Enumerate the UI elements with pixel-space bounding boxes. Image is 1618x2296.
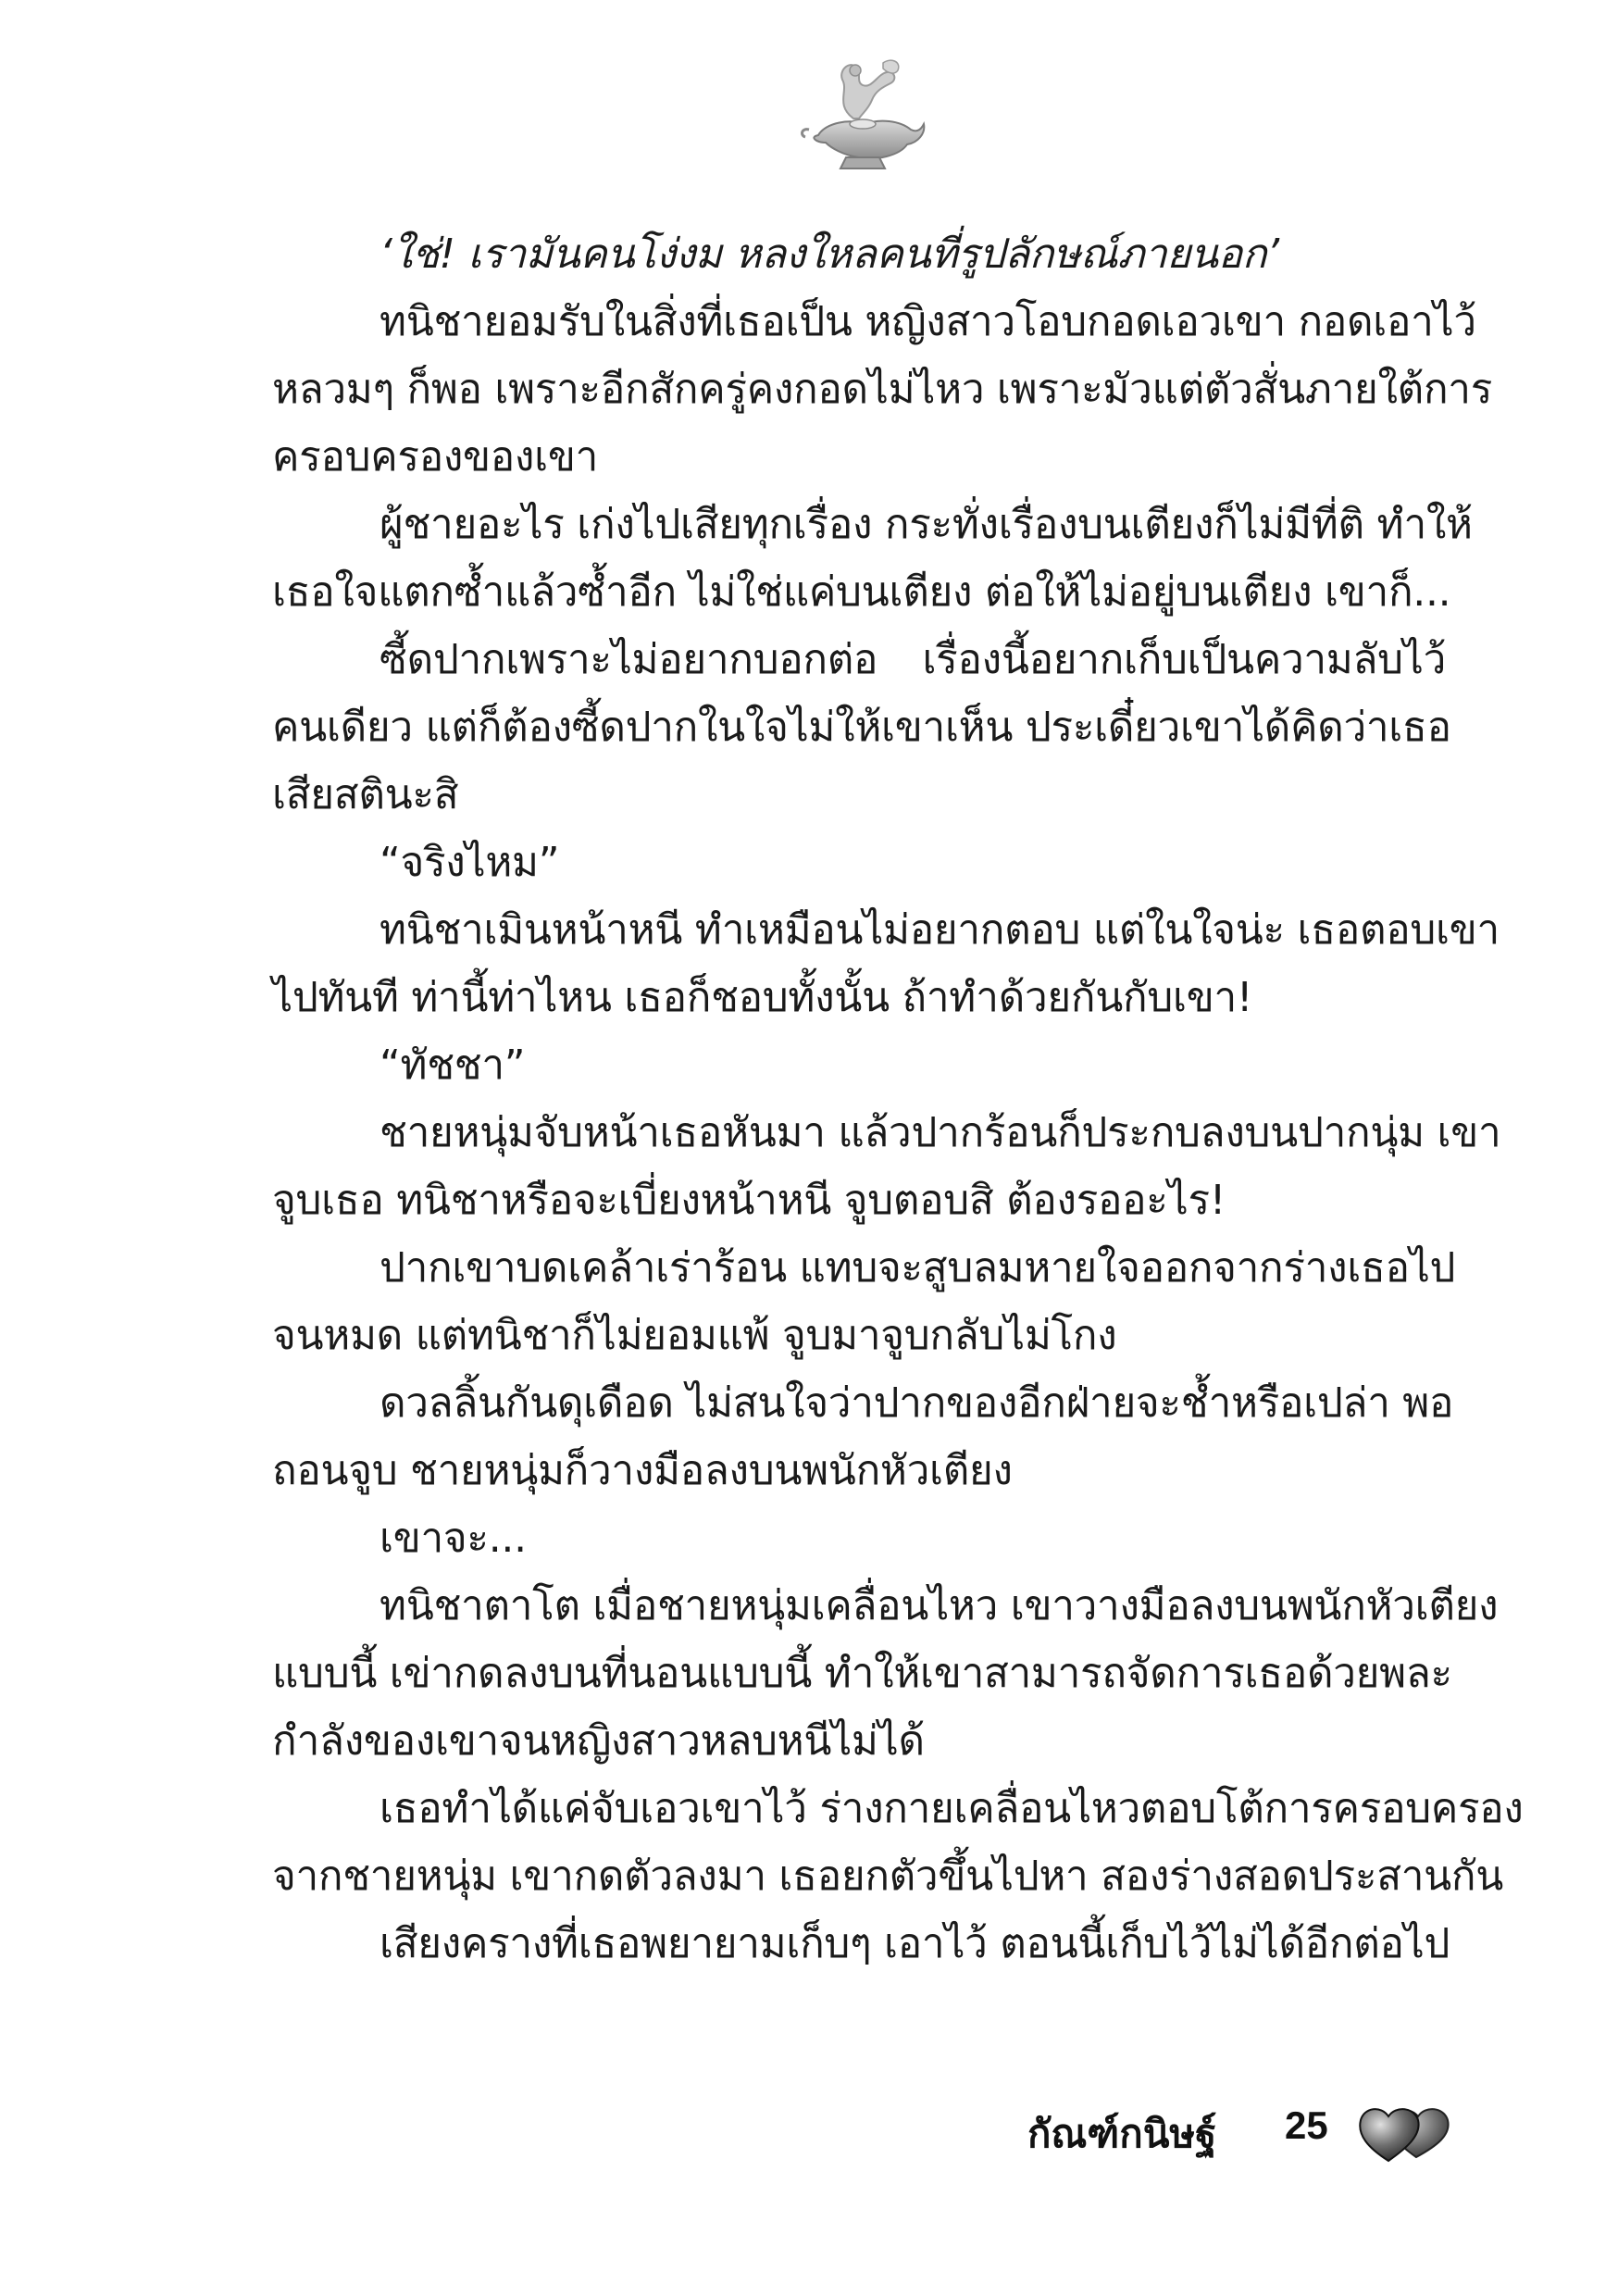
text-line: หลวมๆ ก็พอ เพราะอีกสักครู่คงกอดไม่ไหว เพราะมัวแต่ตัวสั่นภายใต้การ xyxy=(272,366,1493,413)
text-line: ชายหนุ่มจับหน้าเธอหันมา แล้วปากร้อนก็ประกบลงบนปากนุ่ม เขา xyxy=(380,1109,1501,1156)
text-line: เขาจะ... xyxy=(380,1515,527,1562)
page-footer xyxy=(1027,2090,1472,2165)
text-line: จนหมด แต่ทนิชาก็ไม่ยอมแพ้ จูบมาจูบกลับไม่โกง xyxy=(272,1312,1117,1359)
text-line: “ทัชชา” xyxy=(380,1042,526,1089)
text-line: แบบนี้ เข่ากดลงบนที่นอนแบบนี้ ทำให้เขาสามารถจัดการเธอด้วยพละ xyxy=(272,1650,1452,1697)
text-line: เสียงครางที่เธอพยายามเก็บๆ เอาไว้ ตอนนี้เก็บไว้ไม่ได้อีกต่อไป xyxy=(380,1920,1450,1967)
text-line: ทนิชาตาโต เมื่อชายหนุ่มเคลื่อนไหว เขาวางมือลงบนพนักหัวเตียง xyxy=(380,1582,1499,1629)
text-line: “จริงไหม” xyxy=(380,839,560,886)
text-line: เธอใจแตกซ้ำแล้วซ้ำอีก ไม่ใช่แค่บนเตียง ต่อให้ไม่อยู่บนเตียง เขาก็... xyxy=(272,568,1451,616)
text-line: ‘ใช่! เรามันคนโง่งม หลงใหลคนที่รูปลักษณ์ภายนอก’ xyxy=(380,231,1279,278)
hearts-icon xyxy=(1351,2090,1462,2165)
text-line: จากชายหนุ่ม เขากดตัวลงมา เธอยกตัวขึ้นไปหา สองร่างสอดประสานกัน xyxy=(272,1853,1504,1900)
text-line: กำลังของเขาจนหญิงสาวหลบหนีไม่ได้ xyxy=(272,1717,925,1765)
book-title: กัณฑ์กนิษฐ์ xyxy=(1027,2111,1217,2156)
text-line: ไปทันที ท่านี้ท่าไหน เธอก็ชอบทั้งนั้น ถ้าทำด้วยกันกับเขา! xyxy=(272,974,1253,1021)
text-line: ดวลลิ้นกันดุเดือด ไม่สนใจว่าปากของอีกฝ่ายจะช้ำหรือเปล่า พอ xyxy=(380,1379,1454,1427)
genie-lamp-icon xyxy=(798,54,927,174)
text-line: ถอนจูบ ชายหนุ่มก็วางมือลงบนพนักหัวเตียง xyxy=(272,1447,1013,1494)
text-line: คนเดียว แต่ก็ต้องซี้ดปากในใจไม่ให้เขาเห็น ประเดี๋ยวเขาได้คิดว่าเธอ xyxy=(272,704,1451,751)
text-line: ปากเขาบดเคล้าเร่าร้อน แทบจะสูบลมหายใจออกจากร่างเธอไป xyxy=(380,1244,1456,1292)
text-line: ซี้ดปากเพราะไม่อยากบอกต่อ เรื่องนี้อยากเก็บเป็นความลับไว้ xyxy=(380,636,1446,683)
text-line: ทนิชาเมินหน้าหนี ทำเหมือนไม่อยากตอบ แต่ในใจน่ะ เธอตอบเขา xyxy=(380,906,1500,954)
text-line: จูบเธอ ทนิชาหรือจะเบี่ยงหน้าหนี จูบตอบสิ ต้องรออะไร! xyxy=(272,1177,1226,1224)
text-line: เธอทำได้แค่จับเอวเขาไว้ ร่างกายเคลื่อนไหวตอบโต้การครอบครอง xyxy=(380,1785,1524,1832)
text-line: เสียสตินะสิ xyxy=(272,771,459,818)
body-text xyxy=(272,220,1524,1978)
text-line: ครอบครองของเขา xyxy=(272,433,599,480)
text-line: ผู้ชายอะไร เก่งไปเสียทุกเรื่อง กระทั่งเรื่องบนเตียงก็ไม่มีที่ติ ทำให้ xyxy=(380,501,1473,548)
page-number: 25 xyxy=(1285,2103,1328,2147)
text-line: ทนิชายอมรับในสิ่งที่เธอเป็น หญิงสาวโอบกอดเอวเขา กอดเอาไว้ xyxy=(380,298,1476,345)
